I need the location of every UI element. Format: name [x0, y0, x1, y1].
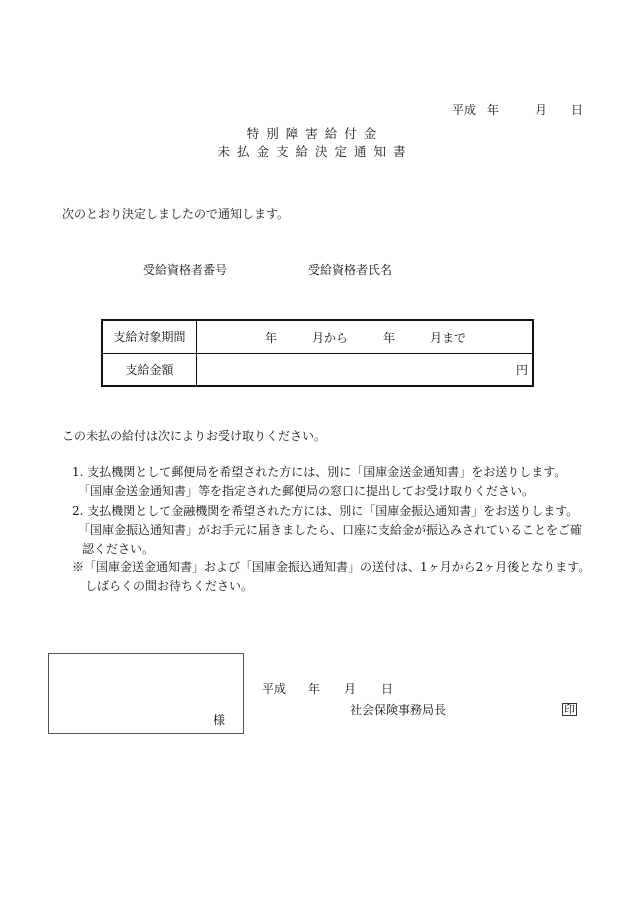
period-to: 月まで	[430, 331, 467, 345]
instruction-line: ※「国庫金送金通知書」および「国庫金振込通知書」の送付は、1ヶ月から2ヶ月後となります。	[72, 560, 591, 574]
instruction-line: 1. 支払機関として郵便局を希望された方には、別に「国庫金送金通知書」をお送りします。	[72, 465, 567, 479]
instruction-line: しばらくの間お待ちください。	[85, 579, 254, 593]
instructions-intro: この未払の給付は次によりお受け取りください。	[62, 429, 327, 443]
footer-date-era: 平成	[262, 682, 287, 696]
payment-table	[101, 319, 534, 387]
period-year1: 年	[265, 331, 278, 345]
footer-date-month: 月	[344, 682, 357, 696]
period-from: 月から	[312, 331, 349, 345]
period-year2: 年	[383, 331, 396, 345]
amount-unit: 円	[197, 353, 534, 386]
recipient-name-label: 受給資格者氏名	[308, 263, 393, 277]
header-date-year: 年	[487, 103, 500, 117]
amount-label: 支給金額	[102, 353, 197, 386]
header-date-day: 日	[571, 103, 584, 117]
issuer-title: 社会保険事務局長	[350, 703, 447, 717]
addressee-box	[48, 653, 244, 734]
header-date-month: 月	[535, 103, 548, 117]
period-label: 支給対象期間	[102, 320, 197, 353]
document-title-line1: 特別障害給付金	[246, 126, 384, 141]
instruction-line: 「国庫金送金通知書」等を指定された郵便局の窓口に提出してお受け取りください。	[78, 484, 535, 498]
footer-date-day: 日	[381, 682, 394, 696]
intro-text: 次のとおり決定しましたので通知します。	[62, 207, 290, 221]
footer-date-year: 年	[308, 682, 321, 696]
seal-mark: 印	[564, 703, 575, 716]
document-title-line2: 未払金支給決定通知書	[217, 144, 413, 159]
instruction-line: 認ください。	[82, 542, 155, 556]
header-date-era: 平成	[452, 103, 477, 117]
instruction-line: 2. 支払機関として金融機関を希望された方には、別に「国庫金振込通知書」をお送りします。	[72, 504, 579, 518]
period-value	[197, 320, 534, 353]
addressee-suffix: 様	[213, 713, 226, 727]
instruction-line: 「国庫金振込通知書」がお手元に届きましたら、口座に支給金が振込みされていることをご確	[78, 523, 583, 537]
recipient-number-label: 受給資格者番号	[143, 263, 228, 277]
